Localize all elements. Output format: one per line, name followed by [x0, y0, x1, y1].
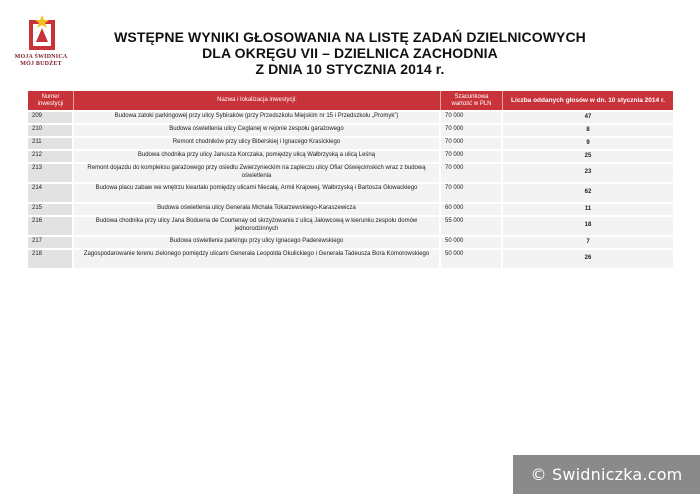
cell-votes: 47	[503, 112, 673, 123]
title-line-1: WSTĘPNE WYNIKI GŁOSOWANIA NA LISTĘ ZADAŃ DZIELNICOWYCH	[114, 29, 586, 45]
table-row	[28, 112, 673, 123]
table-row	[28, 184, 673, 202]
cell-number: 213	[28, 164, 74, 182]
cell-value: 70 000	[441, 151, 503, 162]
watermark: © Swidniczka.com	[513, 455, 700, 494]
cell-number: 211	[28, 138, 74, 149]
cell-name: Budowa oświetlenia ulicy Generała Michała Tokarzewskiego-Karaszewicza	[74, 204, 441, 215]
cell-votes: 23	[503, 164, 673, 182]
cell-name: Budowa chodnika przy ulicy Jana Boduena de Courtenay od skrzyżowania z ulicą Jałowcową w kierunku zespołu domów jednorodzinnych	[74, 217, 441, 235]
page-title	[80, 29, 620, 77]
column-header-name: Nazwa i lokalizacja inwestycji:	[74, 91, 441, 110]
logo	[10, 14, 72, 70]
cell-name: Zagospodarowanie terenu zielonego pomiędzy ulicami Generała Leopolda Okulickiego i Generała Tadeusza Bora Komorowskiego	[74, 250, 441, 268]
logo-line-2: MÓJ BUDŻET	[20, 61, 62, 67]
cell-number: 215	[28, 204, 74, 215]
cell-votes: 9	[503, 138, 673, 149]
cell-number: 214	[28, 184, 74, 202]
cell-value: 70 000	[441, 164, 503, 182]
table-row	[28, 125, 673, 136]
cell-name: Budowa chodnika przy ulicy Janusza Korczaka, pomiędzy ulicą Wałbrzyską a ulicą Leśną	[74, 151, 441, 162]
cell-votes: 11	[503, 204, 673, 215]
cell-votes: 7	[503, 237, 673, 248]
title-line-2: DLA OKRĘGU VII – DZIELNICA ZACHODNIA	[202, 45, 498, 61]
table-row	[28, 217, 673, 235]
cell-name: Remont dojazdu do kompleksu garażowego przy osiedlu Zwierzynieckim na zapleczu ulicy Ofiar Oświęcimskich wraz z budową oświetlenia	[74, 164, 441, 182]
logo-line-1: MOJA ŚWIDNICA	[14, 54, 68, 60]
cell-value: 55 000	[441, 217, 503, 235]
cell-votes: 8	[503, 125, 673, 136]
cell-number: 212	[28, 151, 74, 162]
cell-votes: 25	[503, 151, 673, 162]
cell-value: 70 000	[441, 112, 503, 123]
table-header-row	[28, 91, 673, 110]
cell-votes: 18	[503, 217, 673, 235]
cell-number: 218	[28, 250, 74, 268]
cell-votes: 26	[503, 250, 673, 268]
table-row	[28, 164, 673, 182]
cell-name: Budowa oświetlenia ulicy Ceglanej w rejonie zespołu garażowego	[74, 125, 441, 136]
cell-number: 209	[28, 112, 74, 123]
results-table	[28, 89, 673, 270]
cell-name: Remont chodników przy ulicy Biberskiej i Ignacego Krasickiego	[74, 138, 441, 149]
cell-votes: 62	[503, 184, 673, 202]
column-header-number: Numer inwestycji	[28, 91, 74, 110]
cell-name: Budowa placu zabaw we wnętrzu kwartału pomiędzy ulicami Niecałą, Armii Krajowej, Wałbrzyską i Bartosza Głowackiego	[74, 184, 441, 202]
column-header-value: Szacunkowa wartość w PLN	[441, 91, 503, 110]
table-row	[28, 138, 673, 149]
cell-value: 70 000	[441, 125, 503, 136]
cell-value: 50 000	[441, 237, 503, 248]
cell-value: 60 000	[441, 204, 503, 215]
cell-value: 70 000	[441, 138, 503, 149]
table-row	[28, 250, 673, 268]
cell-number: 216	[28, 217, 74, 235]
cell-name: Budowa oświetlenia parkingu przy ulicy Ignacego Paderewskiego	[74, 237, 441, 248]
table-row	[28, 151, 673, 162]
logo-emblem-icon	[21, 14, 61, 54]
table-row	[28, 237, 673, 248]
table-row	[28, 204, 673, 215]
cell-value: 50 000	[441, 250, 503, 268]
title-line-3: Z DNIA 10 STYCZNIA 2014 r.	[255, 61, 445, 77]
column-header-votes: Liczba oddanych głosów w dn. 10 stycznia 2014 r.	[503, 91, 673, 110]
cell-name: Budowa zatoki parkingowej przy ulicy Sybiraków (przy Przedszkolu Miejskim nr 15 i Przedszkolu „Promyk”)	[74, 112, 441, 123]
cell-value: 70 000	[441, 184, 503, 202]
cell-number: 210	[28, 125, 74, 136]
cell-number: 217	[28, 237, 74, 248]
